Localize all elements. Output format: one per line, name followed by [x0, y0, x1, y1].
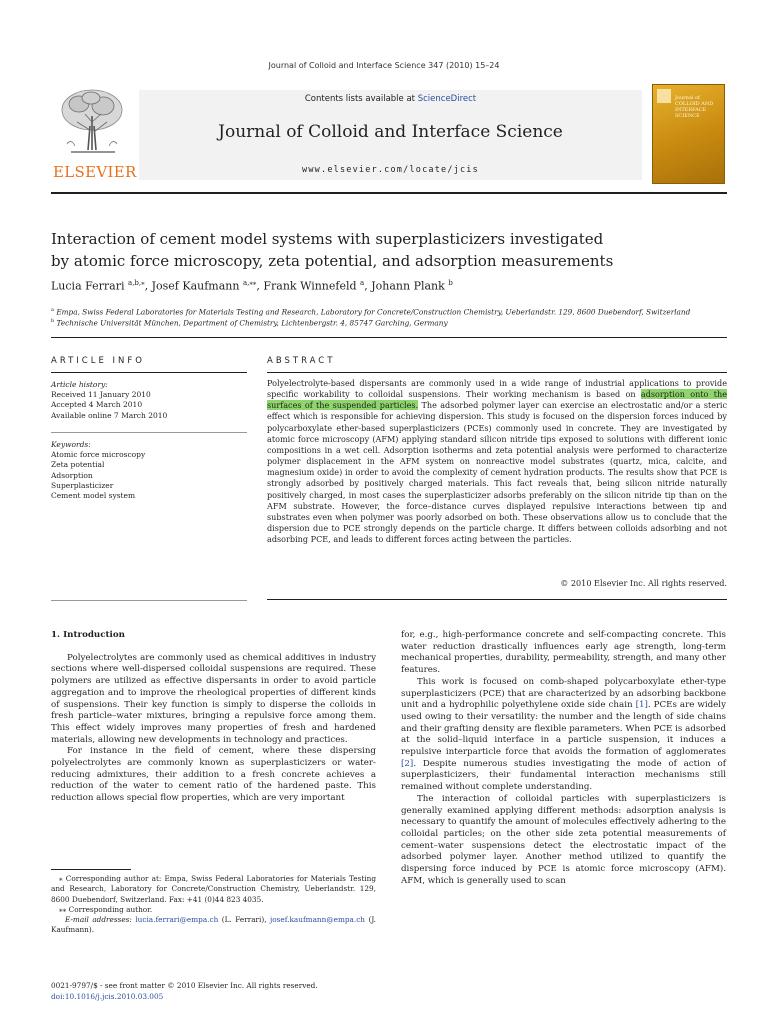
- highlighted-text[interactable]: adsorption onto the surfaces of the suspended particles.: [267, 389, 727, 411]
- running-head: Journal of Colloid and Interface Science 347 (2010) 15–24: [268, 61, 500, 70]
- keyword-item: Atomic force microscopy: [51, 450, 146, 460]
- author-affil-marker[interactable]: a: [360, 279, 365, 287]
- affiliation-text: Empa, Swiss Federal Laboratories for Materials Testing and Research, Laboratory for Concrete/Construction Chemistry, Ueberlandstr. 129, 8600 Duebendorf, Switzerland: [56, 307, 691, 317]
- keywords-label: Keywords:: [51, 440, 91, 449]
- author-name: Josef Kaufmann: [151, 279, 240, 293]
- abstract-rule: [267, 372, 727, 373]
- journal-title: Journal of Colloid and Interface Science: [218, 122, 563, 142]
- keyword-item: Superplasticizer: [51, 480, 114, 490]
- email-owner: (L. Ferrari),: [218, 915, 271, 925]
- abstract-copyright: © 2010 Elsevier Inc. All rights reserved.: [560, 578, 727, 588]
- keyword-item: Adsorption: [51, 470, 93, 480]
- tree-icon: [57, 86, 127, 158]
- journal-url[interactable]: www.elsevier.com/locate/jcis: [302, 165, 479, 175]
- masthead-rule: [51, 192, 727, 194]
- author-affil-marker[interactable]: b: [448, 279, 453, 287]
- info-divider: [51, 432, 247, 433]
- contents-prefix: Contents lists available at: [304, 94, 418, 104]
- body-paragraph: for, e.g., high-performance concrete and self-compacting concrete. This water reduction drastically influences early age strength, long-term mechanical properties, durability, permeability, strength, and many other features.: [401, 630, 726, 676]
- body-paragraph: For instance in the field of cement, where these dispersing polyelectrolytes are commonly known as superplasticizers or water-reducing admixtures, their addition to a fresh concrete achieves a reduction of the water to cement ratio of the hardened paste. This reduction allows special flow properties, which are very important: [51, 746, 376, 804]
- affiliation-a: [51, 307, 727, 316]
- doi-link[interactable]: doi:10.1016/j.jcis.2010.03.005: [51, 992, 164, 1001]
- abstract-text: [267, 378, 727, 545]
- body-paragraph: [401, 677, 726, 794]
- cover-decoration: [657, 89, 671, 103]
- email-owner: (J. Kaufmann).: [51, 915, 376, 935]
- citation-link[interactable]: [1]: [635, 700, 648, 711]
- author-list: Lucia Ferrari $^{a,b,⁎}$, Josef Kaufmann $^{a,⁎⁎}$, Frank Winnefeld $^a$, Johann Plank $^b$: [51, 279, 453, 293]
- footnote-emails: [51, 915, 376, 936]
- footnote-corresponding: ⁎ Corresponding author at: Empa, Swiss Federal Laboratories for Materials Testing and Research, Laboratory for Concrete/Construction Chemistry, Ueberlandstr. 129, 8600 Duebendorf, Switzerland. Fax: +41 (0)44 823 4035.: [51, 874, 376, 904]
- body-paragraph: Polyelectrolytes are commonly used as chemical additives in industry sections where well-dispersed colloidal suspensions are required. These polymers are utilized as effective dispersants in order to avoid particle aggregation and to improve the rheological properties of different kinds of suspensions. Their key function is simply to disperse the colloids in fresh particle–water mixtures, bringing a repulsive force among them. This effect widely improves many properties of fresh and hardened materials, allowing new developments in technology and practices.: [51, 652, 376, 745]
- keywords-block: [51, 440, 247, 501]
- issn-line: 0021-9797/$ - see front matter © 2010 Elsevier Inc. All rights reserved.: [51, 981, 318, 990]
- email-link[interactable]: lucia.ferrari@empa.ch: [135, 915, 219, 925]
- author-name: Johann Plank: [371, 279, 445, 293]
- author-name: Frank Winnefeld: [263, 279, 357, 293]
- title-line-2: by atomic force microscopy, zeta potential, and adsorption measurements: [51, 252, 614, 270]
- email-link[interactable]: josef.kaufmann@empa.ch: [270, 915, 365, 925]
- publisher-name: ELSEVIER: [53, 163, 137, 181]
- abstract-text-part: The adsorbed polymer layer can exercise an electrostatic and/or a steric effect which is responsible for achieving dispersion. This study is focused on the dispersion forces induced by polycarboxylate ether-based superplasticizers (PCEs) commonly used in concrete. They are investigated by atomic force microscopy (AFM) applying standard silicon nitride tips exposed to solutions with different ionic compositions in a wet cell. Adsorption isotherms and zeta potential analysis were performed to characterize polymer displacement in the AFM system on nonreactive model substrates (quartz, mica, calcite, and magnesium oxide) in order to avoid the complexity of cement hydration products. The results show that PCE is strongly adsorbed by positively charged materials. This fact reveals that, being silicon nitride naturally positively charged, in most cases the superplasticizer adsorbs preferably on the silicon nitride tip than on the AFM substrate. However, the force–distance curves displayed repulsive interactions between tip and substrates even when polymer was poorly adsorbed on both. These observations allow us to conclude that the dispersion due to PCE strongly depends on the particle charge. It differs between colloids adsorbing and not adsorbing PCE, and leads to different forces acting between the particles.: [267, 400, 727, 545]
- body-column-left: [51, 630, 376, 805]
- page-footer: [51, 980, 376, 1002]
- info-bottom-rule: [51, 600, 247, 601]
- section-heading: 1. Introduction: [51, 630, 125, 640]
- article-history: [51, 380, 247, 421]
- affiliation-text: Technische Universität München, Department of Chemistry, Lichtenbergstr. 4, 85747 Garching, Germany: [56, 318, 448, 328]
- author-affil-marker[interactable]: a,b,⁎: [128, 279, 145, 287]
- footnote-corresponding-2: ⁎⁎ Corresponding author.: [59, 904, 153, 914]
- article-title: [51, 228, 727, 272]
- body-column-right: [401, 630, 726, 887]
- footnotes: [51, 874, 376, 936]
- history-accepted: Accepted 4 March 2010: [51, 400, 143, 410]
- history-received: Received 11 January 2010: [51, 390, 151, 400]
- paragraph-text: . PCEs are widely used owing to their versatility: the number and the length of side chains and their grafting density are flexible parameters. When PCE is adsorbed at the solid–liquid interface in a particle suspension, it induces a repulsive interparticle force that avoids the formation of agglomerates: [401, 700, 726, 758]
- affiliation-marker: a: [51, 307, 54, 313]
- journal-banner: [139, 90, 642, 180]
- affiliation-marker: b: [51, 318, 55, 324]
- abstract-text-part: Polyelectrolyte-based dispersants are commonly used in a wide range of industrial applications to provide specific workability to colloidal suspensions. Their working mechanism is based on: [267, 378, 727, 400]
- citation-link[interactable]: [2]: [401, 758, 414, 769]
- paragraph-text: This work is focused on comb-shaped polycarboxylate ether-type superplasticizers (PCE) that are characterized by an adsorbing backbone unit and a hydrophilic polyethylene oxide side chain: [401, 676, 726, 711]
- email-label: E-mail addresses:: [65, 915, 136, 925]
- paragraph-text: . Despite numerous studies investigating the mode of action of superplasticizers, their fundamental interaction mechanisms still remained without complete understanding.: [401, 758, 726, 793]
- journal-cover-image: [652, 84, 725, 184]
- article-info-heading: ARTICLE INFO: [51, 356, 145, 366]
- elsevier-logo[interactable]: [51, 84, 137, 184]
- cover-title: Journal of COLLOID AND INTERFACE SCIENCE: [675, 95, 714, 119]
- affiliation-b: [51, 318, 727, 327]
- author-affil-marker[interactable]: a,⁎⁎: [242, 279, 257, 287]
- author-name: Lucia Ferrari: [51, 279, 125, 293]
- abstract-heading: ABSTRACT: [267, 356, 336, 366]
- article-info-rule: [51, 372, 247, 373]
- masthead: [51, 84, 727, 186]
- keyword-item: Zeta potential: [51, 460, 105, 470]
- sciencedirect-link[interactable]: ScienceDirect: [417, 94, 477, 104]
- abstract-section: [267, 376, 727, 600]
- contents-line: [139, 94, 642, 104]
- header-rule: [51, 337, 727, 338]
- title-line-1: Interaction of cement model systems with superplasticizers investigated: [51, 230, 604, 248]
- keyword-item: Cement model system: [51, 491, 136, 501]
- history-online: Available online 7 March 2010: [51, 410, 168, 420]
- body-paragraph: The interaction of colloidal particles with superplasticizers is generally examined applying different methods: adsorption analysis is necessary to quantify the amount of molecules effectively adhering to the colloidal particles; on the other side zeta potential measurements of cement–water suspensions detect the electrostatic impact of the adsorbed polymer layer. Another method utilized to quantify the dispersing force induced by PCE is atomic force microscopy (AFM). AFM, which is generally used to scan: [401, 793, 726, 886]
- history-label: Article history:: [51, 380, 108, 389]
- footnote-rule: [51, 869, 131, 870]
